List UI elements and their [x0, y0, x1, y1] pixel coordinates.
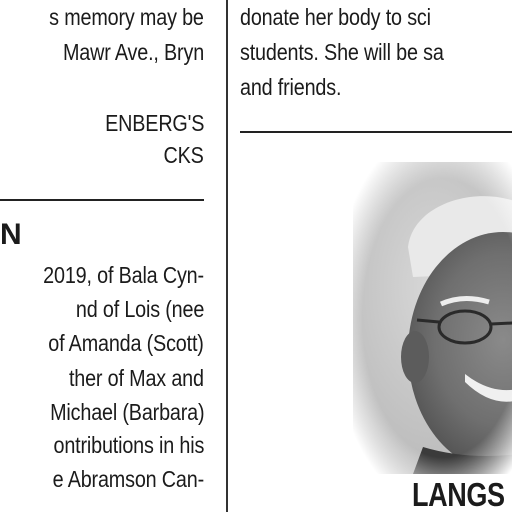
obituary-column-right — [228, 0, 512, 512]
text-line: Michael (Barbara) — [49, 399, 204, 425]
text-line: students. She will be sa — [240, 39, 444, 65]
section-divider — [240, 131, 512, 133]
obituary-name-heading: N — [0, 218, 22, 251]
text-line: e Abramson Can- — [52, 466, 204, 492]
text-line: and friends. — [240, 74, 342, 100]
text-line: donate her body to sci — [240, 4, 431, 30]
text-line: nd of Lois (nee — [75, 296, 204, 322]
section-divider — [0, 199, 204, 201]
photo-caption-name: LANGS — [412, 476, 505, 512]
text-line: s memory may be — [49, 4, 204, 30]
portrait-photo — [353, 162, 512, 474]
text-line: ontributions in his — [53, 432, 204, 458]
funeral-home-line: CKS — [163, 142, 204, 168]
text-line: Mawr Ave., Bryn — [62, 39, 204, 65]
funeral-home-line: ENBERG'S — [104, 110, 204, 136]
obituary-column-left — [0, 0, 204, 512]
text-line: ther of Max and — [69, 365, 204, 391]
text-line: of Amanda (Scott) — [48, 330, 204, 356]
text-line: 2019, of Bala Cyn- — [43, 262, 204, 288]
